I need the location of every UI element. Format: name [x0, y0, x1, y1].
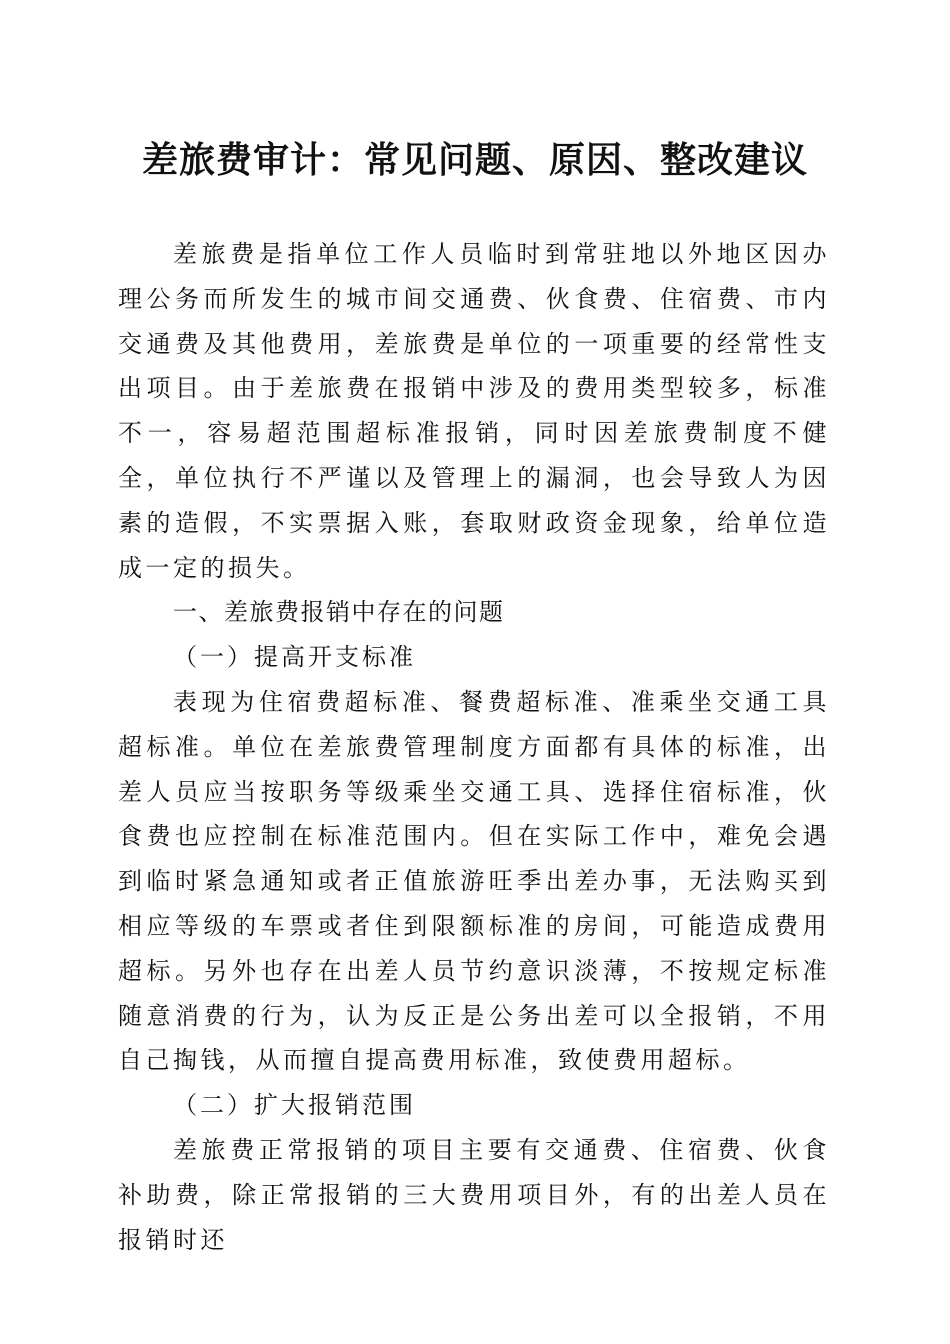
document-title: 差旅费审计：常见问题、原因、整改建议: [141, 139, 808, 181]
subsection-paragraph-raise-standard: 表现为住宿费超标准、餐费超标准、准乘坐交通工具超标准。单位在差旅费管理制度方面都有具体的标准，出差人员应当按职务等级乘坐交通工具、选择住宿标准，伙食费也应控制在标准范围内。但在实际工作中，难免会遇到临时紧急通知或者正值旅游旺季出差办事，无法购买到相应等级的车票或者住到限额标准的房间，可能造成费用超标。另外也存在出差人员节约意识淡薄，不按规定标准随意消费的行为，认为反正是公务出差可以全报销，不用自己掏钱，从而擅自提高费用标准，致使费用超标。: [118, 687, 830, 1075]
subsection-heading-expand-scope: （二）扩大报销范围: [173, 1091, 416, 1120]
intro-paragraph: 差旅费是指单位工作人员临时到常驻地以外地区因办理公务而所发生的城市间交通费、伙食费、住宿费、市内交通费及其他费用，差旅费是单位的一项重要的经常性支出项目。由于差旅费在报销中涉及的费用类型较多，标准不一，容易超范围超标准报销，同时因差旅费制度不健全，单位执行不严谨以及管理上的漏洞，也会导致人为因素的造假，不实票据入账，套取财政资金现象，给单位造成一定的损失。: [118, 240, 830, 582]
section-heading-problems: 一、差旅费报销中存在的问题: [173, 598, 505, 627]
document-body: [118, 232, 830, 1262]
subsection-heading-raise-standard: （一）提高开支标准: [173, 643, 416, 672]
subsection-paragraph-expand-scope: 差旅费正常报销的项目主要有交通费、住宿费、伙食补助费，除正常报销的三大费用项目外，有的出差人员在报销时还: [118, 1135, 830, 1254]
